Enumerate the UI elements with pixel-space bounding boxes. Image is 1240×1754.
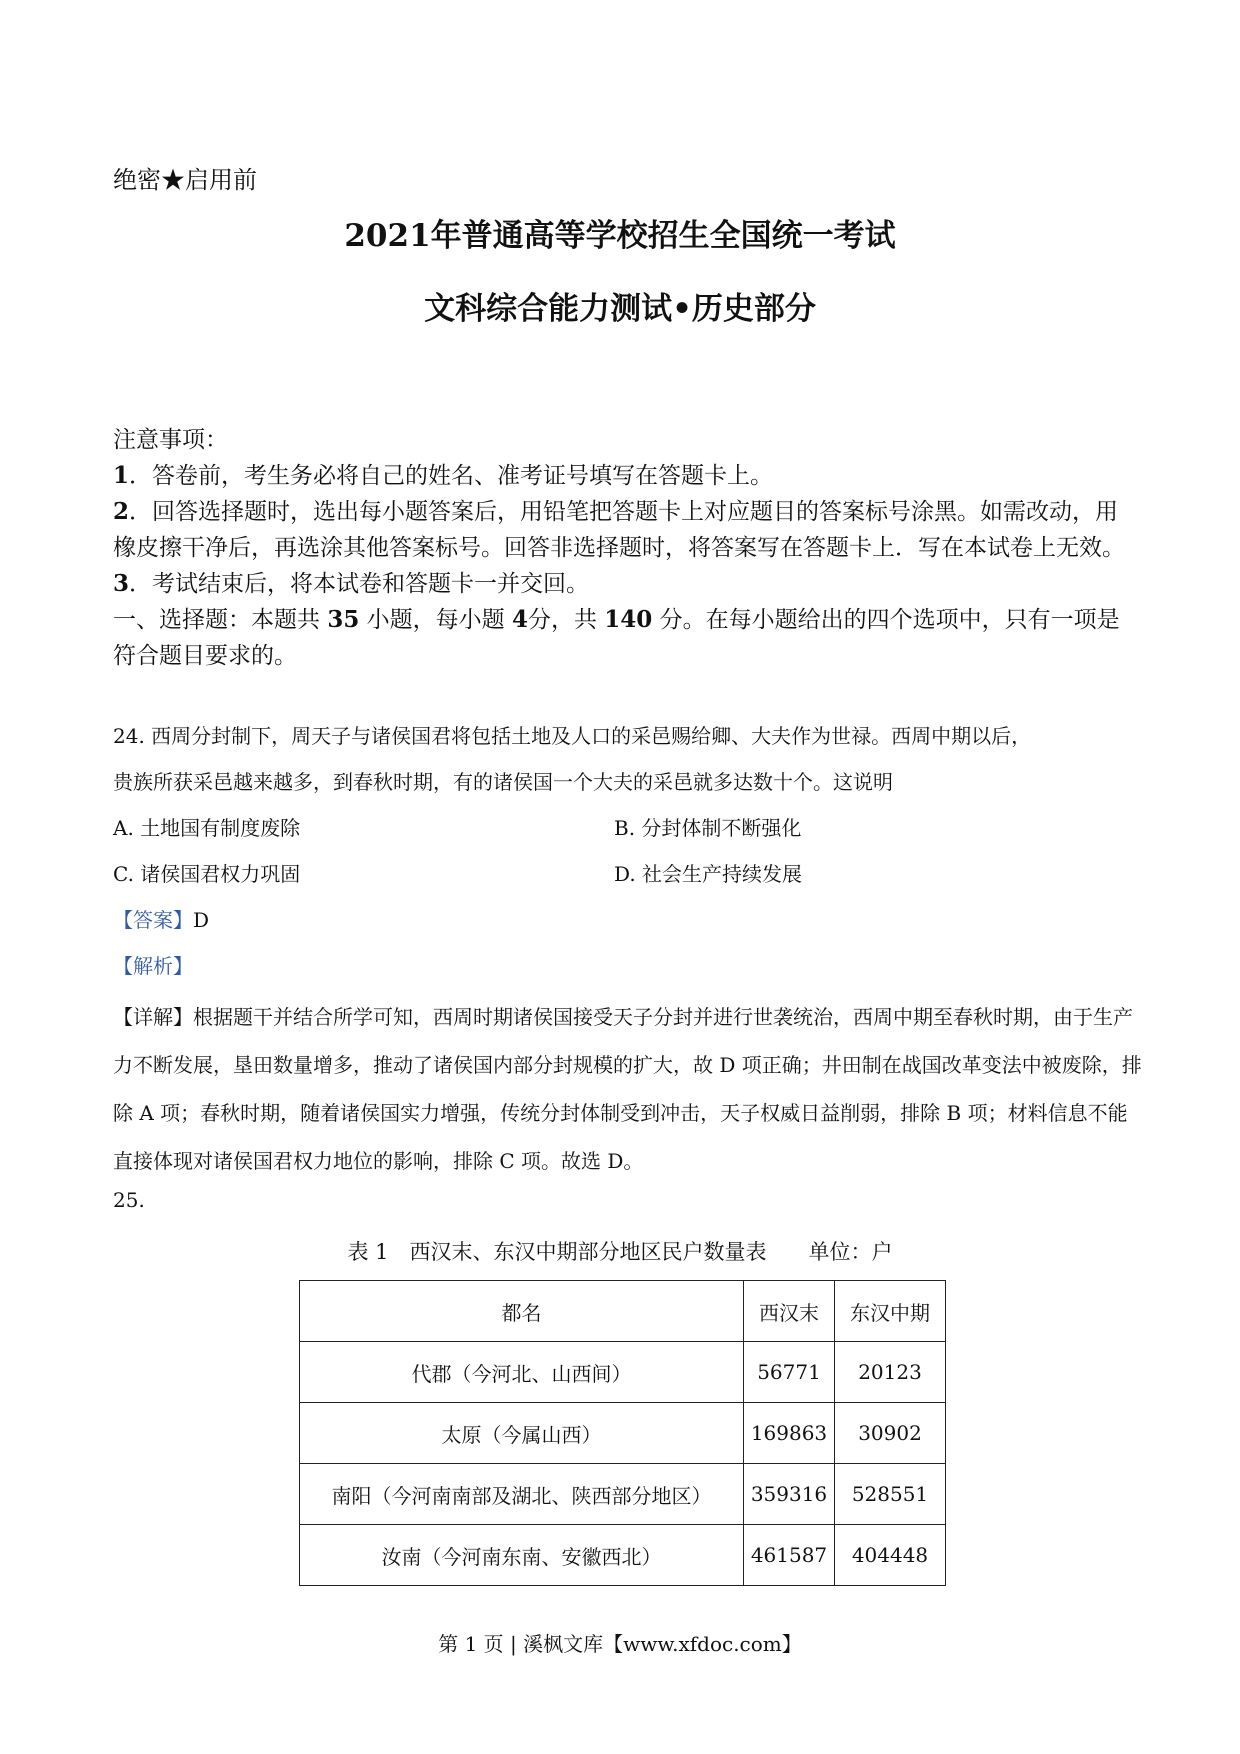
table-cell: 30902 xyxy=(835,1403,946,1464)
table-cell: 169863 xyxy=(744,1403,835,1464)
table-cell: 太原（今属山西） xyxy=(300,1403,744,1464)
q25-number: 25. xyxy=(113,1188,145,1212)
table-row xyxy=(300,1525,946,1586)
population-table xyxy=(299,1280,946,1586)
table-cell: 南阳（今河南南部及湖北、陕西部分地区） xyxy=(300,1464,744,1525)
q24-detail xyxy=(113,993,1143,1185)
question-count: 35 xyxy=(327,606,360,633)
q24-stem-line1: 24. 西周分封制下，周天子与诸侯国君将包括土地及人口的采邑赐给卿、大夫作为世禄。西周中期以后， xyxy=(113,724,1032,748)
table-row xyxy=(300,1464,946,1525)
detail-text: 根据题干并结合所学可知，西周时期诸侯国接受天子分封并进行世袭统治，西周中期至春秋时期，由于生产力不断发展，垦田数量增多，推动了诸侯国内部分封规模的扩大，故 D 项正确；井田制在战国改革变法中被废除，排除 A 项；春秋时期，随着诸侯国实力增强，传统分封体制受到冲击，天子权威日益削弱，排除 B 项；材料信息不能直接体现对诸侯国君权力地位的影响，排除 C 项。故选 D。 xyxy=(113,1005,1142,1173)
points-each: 4 xyxy=(511,606,528,633)
q24-answer xyxy=(113,904,209,933)
answer-value: D xyxy=(193,908,210,932)
q24-option-c: C. 诸侯国君权力巩固 xyxy=(113,862,301,886)
instruction-number: 1 xyxy=(113,462,130,489)
q24-option-b: B. 分封体制不断强化 xyxy=(614,816,802,840)
instruction-text: ．考试结束后，将本试卷和答题卡一并交回。 xyxy=(129,571,590,597)
instruction-text: ．答卷前，考生务必将自己的姓名、准考证号填写在答题卡上。 xyxy=(129,463,774,489)
header-cell: 东汉中期 xyxy=(835,1281,946,1342)
table-cell: 代郡（今河北、山西间） xyxy=(300,1342,744,1403)
header-cell: 都名 xyxy=(300,1281,744,1342)
instructions xyxy=(113,422,1133,674)
table-caption: 表 1 西汉末、东汉中期部分地区民户数量表 单位：户 xyxy=(347,1240,893,1264)
header-cell: 西汉末 xyxy=(744,1281,835,1342)
table-cell: 20123 xyxy=(835,1342,946,1403)
instruction-item xyxy=(113,566,1133,602)
instruction-text: ．回答选择题时，选出每小题答案后，用铅笔把答题卡上对应题目的答案标号涂黑。如需改动，用橡皮擦干净后，再选涂其他答案标号。回答非选择题时，将答案写在答题卡上．写在本试卷上无效。 xyxy=(113,499,1125,561)
section-text: 分。在每小题给出的四个选项中，只有一项是符合题目要求的。 xyxy=(113,607,1120,669)
q24-option-a: A. 土地国有制度废除 xyxy=(113,816,301,840)
table-cell: 528551 xyxy=(835,1464,946,1525)
table-cell: 56771 xyxy=(744,1342,835,1403)
table-row xyxy=(300,1403,946,1464)
table-header-row xyxy=(300,1281,946,1342)
section-heading xyxy=(113,602,1133,674)
points-total: 140 xyxy=(604,606,653,633)
confidential-mark: 绝密★启用前 xyxy=(113,166,257,194)
table-cell: 汝南（今河南东南、安徽西北） xyxy=(300,1525,744,1586)
section-text: 分，共 xyxy=(527,607,597,633)
table-cell: 404448 xyxy=(835,1525,946,1586)
exam-title: 2021年普通高等学校招生全国统一考试 xyxy=(344,218,896,254)
instruction-item xyxy=(113,494,1133,566)
instructions-heading: 注意事项： xyxy=(113,427,228,453)
section-text: 小题，每小题 xyxy=(366,607,505,633)
table-row xyxy=(300,1342,946,1403)
instruction-number: 2 xyxy=(113,498,130,525)
table-cell: 461587 xyxy=(744,1525,835,1586)
exam-subtitle: 文科综合能力测试•历史部分 xyxy=(424,291,816,327)
detail-label: 【详解】 xyxy=(113,1005,193,1029)
q24-option-d: D. 社会生产持续发展 xyxy=(614,862,803,886)
analysis-label: 【解析】 xyxy=(113,954,193,978)
section-text: 一、选择题：本题共 xyxy=(113,607,320,633)
page-footer: 第 1 页 | 溪枫文库【www.xfdoc.com】 xyxy=(438,1632,802,1656)
instruction-number: 3 xyxy=(113,570,130,597)
q24-stem-line2: 贵族所获采邑越来越多，到春秋时期，有的诸侯国一个大夫的采邑就多达数十个。这说明 xyxy=(113,770,893,794)
answer-label: 【答案】 xyxy=(113,908,193,932)
instruction-item xyxy=(113,458,1133,494)
table-cell: 359316 xyxy=(744,1464,835,1525)
